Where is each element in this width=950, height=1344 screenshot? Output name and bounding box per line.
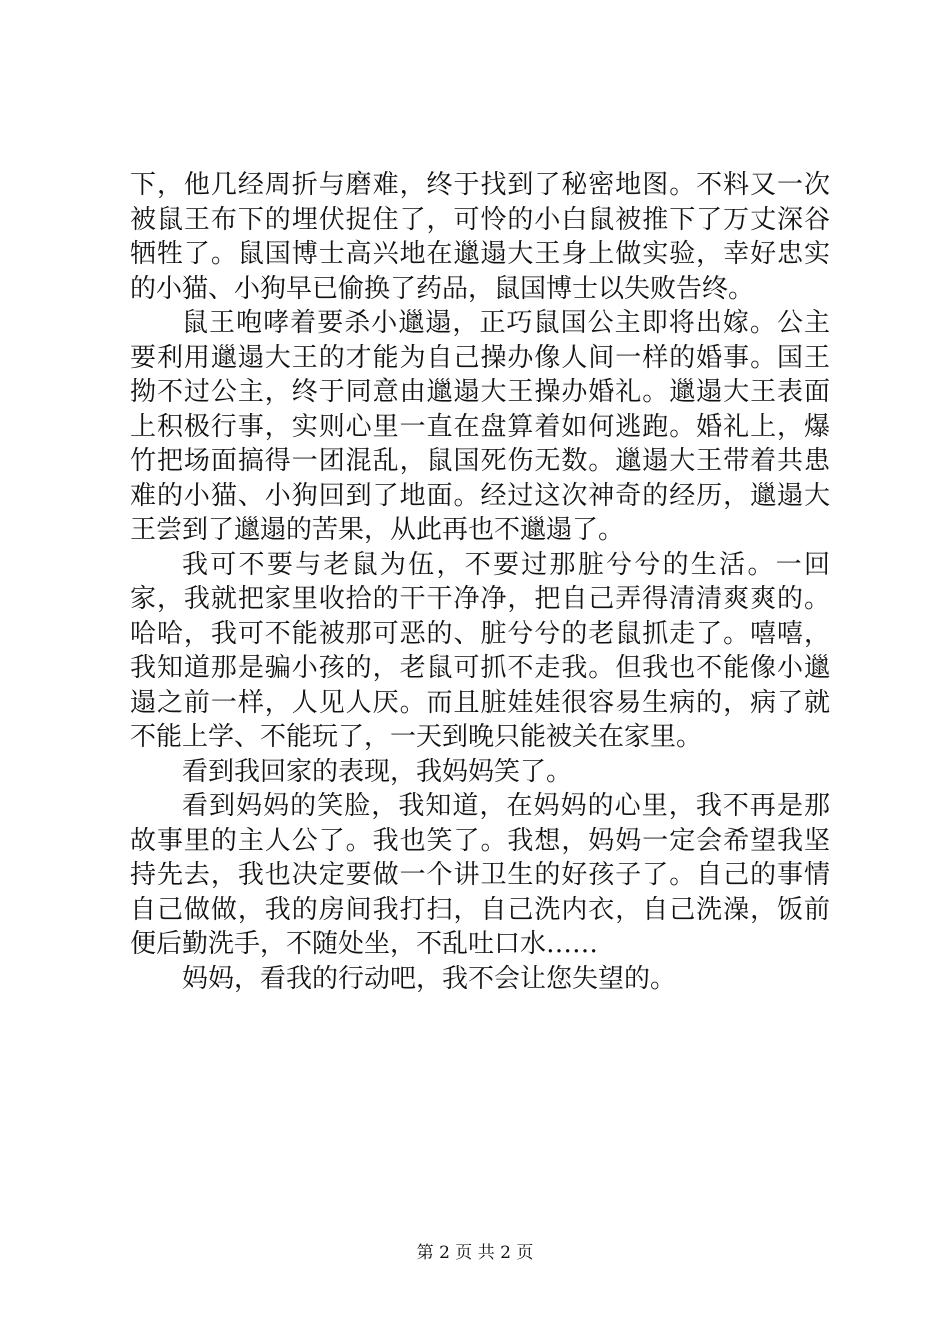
paragraph-4: 看到我回家的表现，我妈妈笑了。: [182, 756, 573, 787]
paragraph-3: 我可不要与老鼠为伍，不要过那脏兮兮的生活。一回家，我就把家里收拾的干干净净，把自己弄得清清爽爽的。哈哈，我可不能被那可恶的、脏兮兮的老鼠抓走了。嘻嘻，我知道那是骗小孩的，老鼠可抓不走我。但我也不能像小邋遢之前一样，人见人厌。而且脏娃娃很容易生病的，病了就不能上学、不能玩了，一天到晚只能被关在家里。: [130, 549, 830, 752]
page-number-footer: 第 2 页 共 2 页: [416, 1243, 534, 1263]
body-text: [130, 168, 830, 996]
paragraph-1: 下，他几经周折与磨难，终于找到了秘密地图。不料又一次被鼠王布下的埋伏捉住了，可怜的小白鼠被推下了万丈深谷牺牲了。鼠国博士高兴地在邋遢大王身上做实验，幸好忠实的小猫、小狗早已偷换了药品，鼠国博士以失败告终。: [130, 170, 830, 304]
paragraph-5: 看到妈妈的笑脸，我知道，在妈妈的心里，我不再是那故事里的主人公了。我也笑了。我想，妈妈一定会希望我坚持先去，我也决定要做一个讲卫生的好孩子了。自己的事情自己做做，我的房间我打扫，自己洗内衣，自己洗澡，饭前便后勤洗手，不随处坐，不乱吐口水……: [130, 791, 830, 959]
paragraph-2: 鼠王咆哮着要杀小邋遢，正巧鼠国公主即将出嫁。公主要利用邋遢大王的才能为自己操办像人间一样的婚事。国王拗不过公主，终于同意由邋遢大王操办婚礼。邋遢大王表面上积极行事，实则心里一直在盘算着如何逃跑。婚礼上，爆竹把场面搞得一团混乱，鼠国死伤无数。邋遢大王带着共患难的小猫、小狗回到了地面。经过这次神奇的经历，邋遢大王尝到了邋遢的苦果，从此再也不邋遢了。: [130, 308, 830, 545]
paragraph-6: 妈妈，看我的行动吧，我不会让您失望的。: [182, 963, 677, 994]
